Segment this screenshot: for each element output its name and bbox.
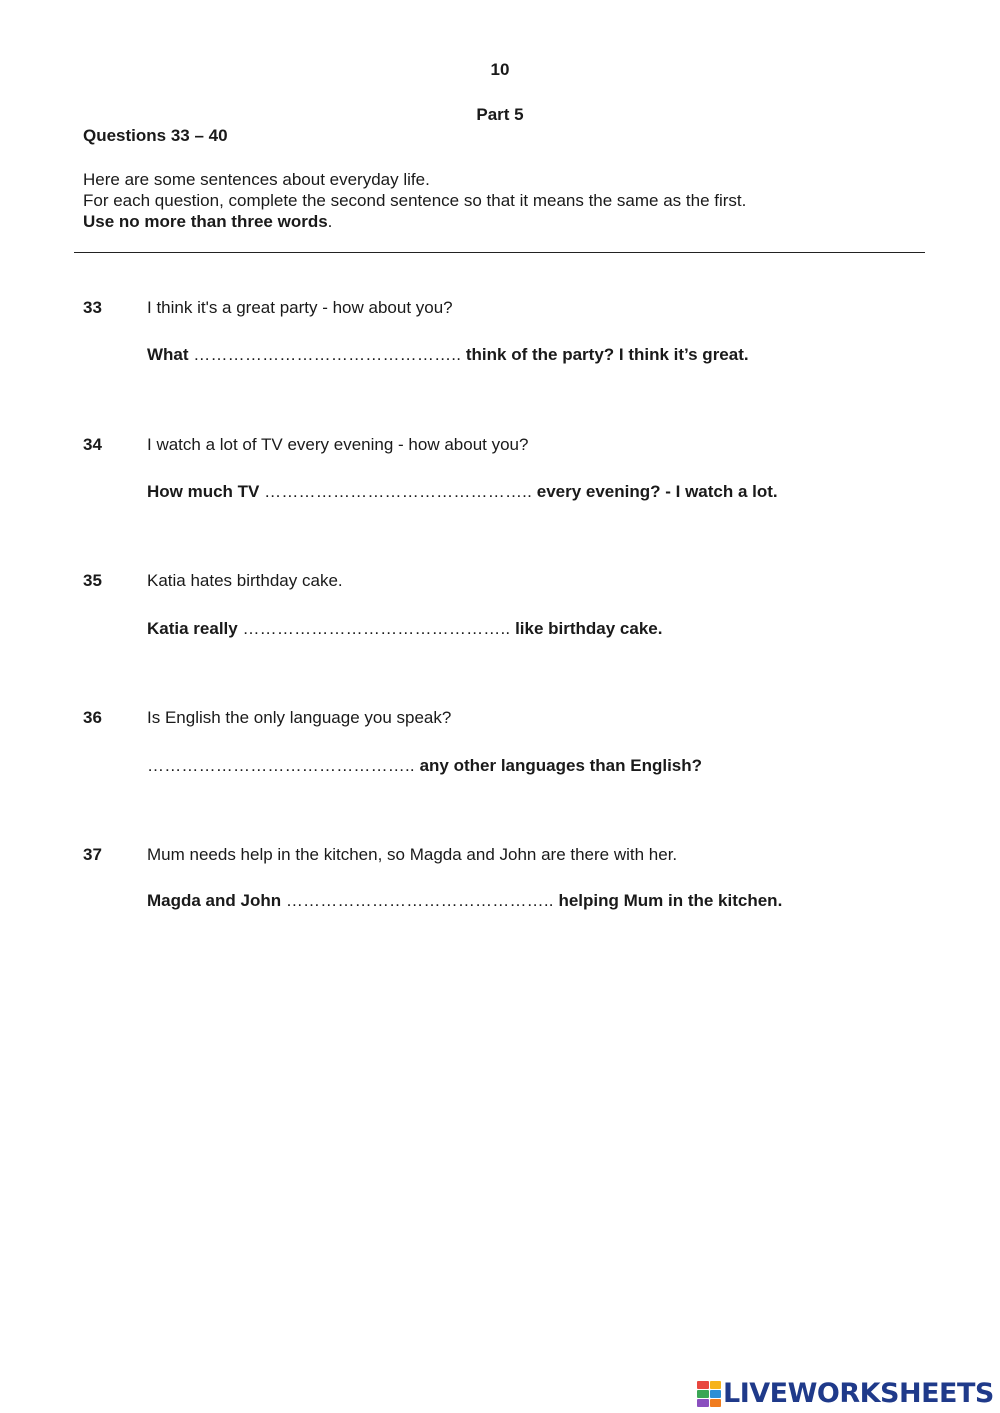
instructions-line-3 bbox=[83, 211, 746, 232]
question-answer-line-37 bbox=[147, 891, 782, 911]
question-answer-line-36 bbox=[147, 756, 702, 776]
answer-blank[interactable]: ……………………………………….. bbox=[242, 619, 511, 638]
question-sentence-37: Mum needs help in the kitchen, so Magda and John are there with her. bbox=[147, 845, 678, 864]
instructions-line-1: Here are some sentences about everyday life. bbox=[83, 170, 430, 189]
instructions-period: . bbox=[327, 212, 333, 231]
page-number: 10 bbox=[490, 60, 510, 79]
question-answer-line-33 bbox=[147, 345, 749, 365]
instructions-emphasis: Use no more than three words bbox=[83, 212, 328, 231]
question-sentence-33: I think it's a great party - how about you? bbox=[147, 298, 453, 317]
question-sentence-34: I watch a lot of TV every evening - how about you? bbox=[147, 435, 529, 454]
answer-prefix: What bbox=[147, 345, 189, 364]
question-sentence-35: Katia hates birthday cake. bbox=[147, 571, 343, 590]
answer-blank[interactable]: ……………………………………….. bbox=[285, 891, 554, 910]
answer-prefix: Magda and John bbox=[147, 891, 282, 910]
instructions-line-2: For each question, complete the second sentence so that it means the same as the first. bbox=[83, 191, 747, 210]
question-answer-line-35 bbox=[147, 619, 662, 639]
answer-blank[interactable]: ……………………………………….. bbox=[147, 756, 415, 775]
question-number-34: 34 bbox=[83, 435, 102, 454]
question-number-35: 35 bbox=[83, 571, 102, 590]
question-number-36: 36 bbox=[83, 708, 102, 727]
answer-suffix: like birthday cake. bbox=[515, 619, 663, 638]
brand-name: LIVEWORKSHEETS bbox=[723, 1378, 994, 1409]
question-number-37: 37 bbox=[83, 845, 102, 864]
question-sentence-36: Is English the only language you speak? bbox=[147, 708, 452, 727]
answer-prefix: How much TV bbox=[147, 482, 260, 501]
liveworksheets-logo-icon bbox=[697, 1381, 721, 1407]
questions-range: Questions 33 – 40 bbox=[83, 126, 228, 145]
answer-suffix: any other languages than English? bbox=[419, 756, 703, 775]
answer-blank[interactable]: ……………………………………….. bbox=[193, 345, 462, 364]
question-answer-line-34 bbox=[147, 482, 778, 502]
divider-line bbox=[74, 252, 925, 253]
answer-prefix: Katia really bbox=[147, 619, 238, 638]
answer-blank[interactable]: ……………………………………….. bbox=[264, 482, 532, 501]
liveworksheets-logo[interactable] bbox=[697, 1379, 994, 1409]
answer-suffix: helping Mum in the kitchen. bbox=[558, 891, 783, 910]
instructions bbox=[83, 169, 746, 232]
question-number-33: 33 bbox=[83, 298, 102, 317]
answer-suffix: think of the party? I think it’s great. bbox=[465, 345, 749, 364]
answer-suffix: every evening? - I watch a lot. bbox=[536, 482, 778, 501]
part-title: Part 5 bbox=[476, 105, 524, 124]
